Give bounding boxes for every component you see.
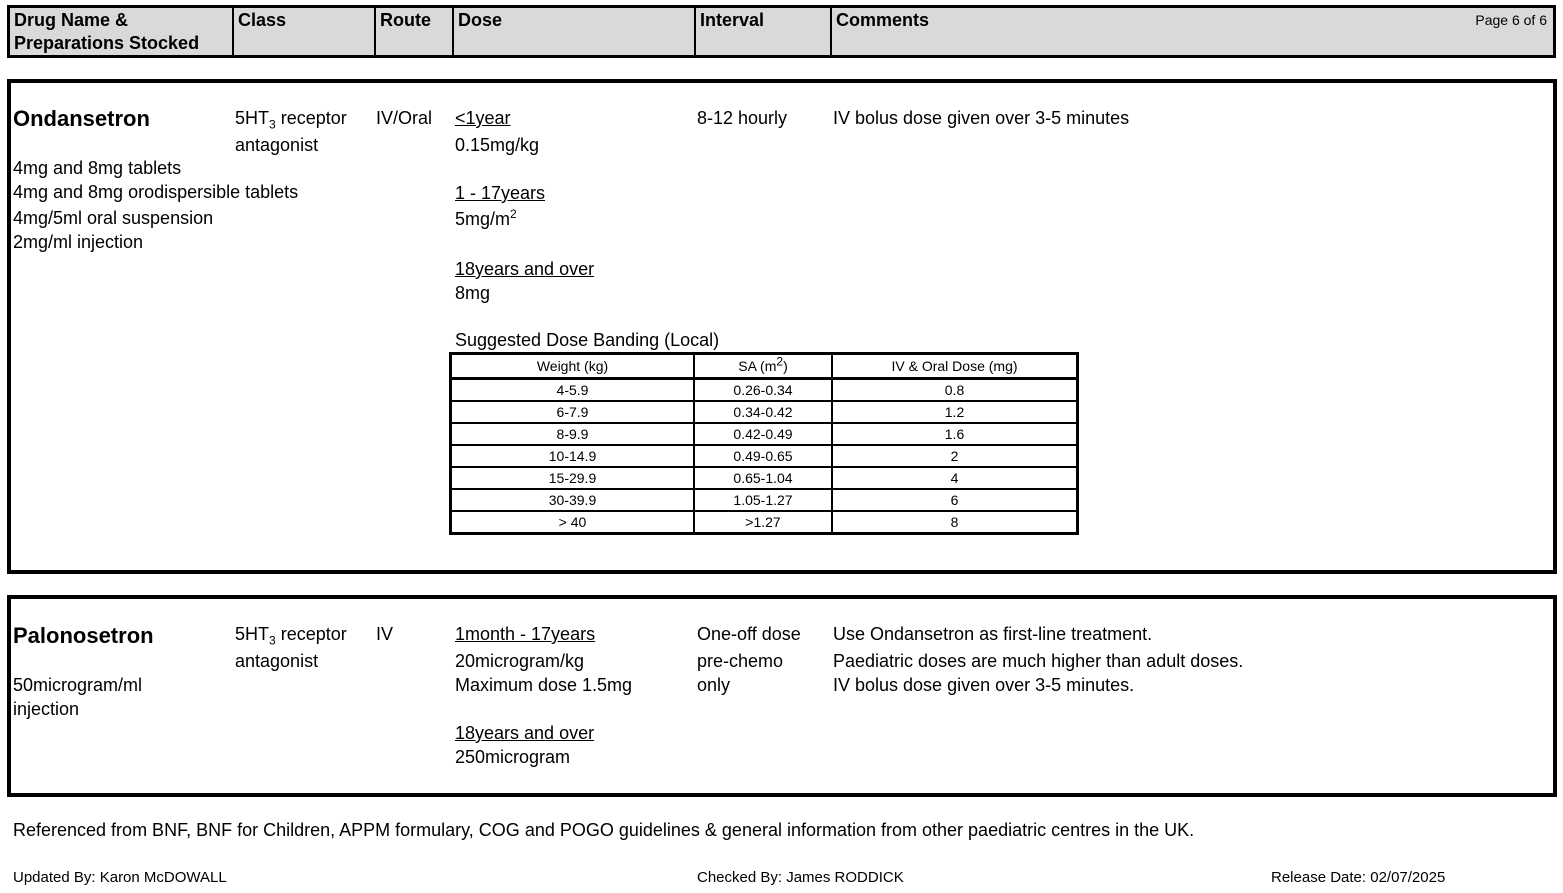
reference-note: Referenced from BNF, BNF for Children, APPM formulary, COG and POGO guidelines & general information from other paediatric centres in the UK.: [13, 820, 1195, 840]
header-class: Class: [234, 8, 376, 55]
table-row: [451, 489, 1078, 511]
header-route: Route: [376, 8, 454, 55]
col-weight: Weight (kg): [451, 354, 695, 379]
cell-sa: >1.27: [694, 511, 832, 534]
page-number: Page 6 of 6: [1475, 12, 1547, 28]
dose-value: 8mg: [455, 283, 491, 303]
header-drug-line2: Preparations Stocked: [14, 33, 200, 53]
header-comments: Comments: [836, 10, 930, 30]
prep-item: 2mg/ml injection: [13, 232, 144, 252]
table-row: [451, 445, 1078, 467]
header-dose: Dose: [454, 8, 696, 55]
cell-sa: 0.34-0.42: [694, 401, 832, 423]
cell-weight: 15-29.9: [451, 467, 695, 489]
prep-item: 4mg and 8mg orodispersible tablets: [13, 182, 299, 202]
prep-item: injection: [13, 699, 80, 719]
cell-dose: 2: [832, 445, 1078, 467]
dose-superscript: 2: [510, 207, 517, 221]
dose-age-label: 1 - 17years: [455, 183, 546, 203]
cell-weight: 4-5.9: [451, 379, 695, 402]
ondansetron-class: [235, 106, 347, 157]
cell-sa: 0.26-0.34: [694, 379, 832, 402]
interval-line: One-off dose: [697, 624, 801, 644]
class-text: receptor: [275, 108, 347, 128]
col-sa: [694, 354, 832, 379]
table-header: [7, 5, 1556, 58]
ondansetron-name: Ondansetron: [13, 106, 150, 131]
ondansetron-preparations: [13, 156, 298, 254]
col-sa-text: ): [783, 358, 788, 374]
banding-title: Suggested Dose Banding (Local): [455, 330, 720, 350]
cell-weight: 10-14.9: [451, 445, 695, 467]
col-dose: IV & Oral Dose (mg): [832, 354, 1078, 379]
ondansetron-dose: [455, 106, 594, 305]
class-text: 5HT: [235, 108, 270, 128]
palonosetron-dose: [455, 622, 632, 769]
palonosetron-class: [235, 622, 347, 673]
dose-value: 250microgram: [455, 747, 571, 767]
class-subscript: 3: [269, 117, 276, 132]
table-row: [451, 423, 1078, 445]
class-text: 5HT: [235, 624, 270, 644]
comment-line: IV bolus dose given over 3-5 minutes.: [833, 675, 1135, 695]
dose-value: 20microgram/kg: [455, 651, 585, 671]
palonosetron-name: Palonosetron: [13, 623, 154, 648]
dose-value: Maximum dose 1.5mg: [455, 675, 633, 695]
cell-dose: 8: [832, 511, 1078, 534]
palonosetron-comments: [833, 622, 1243, 697]
cell-weight: > 40: [451, 511, 695, 534]
cell-sa: 0.49-0.65: [694, 445, 832, 467]
ondansetron-route: IV/Oral: [376, 108, 433, 128]
cell-weight: 8-9.9: [451, 423, 695, 445]
ondansetron-interval: 8-12 hourly: [697, 108, 788, 128]
class-subscript: 3: [269, 633, 276, 648]
table-row: [451, 467, 1078, 489]
header-drug-line1: Drug Name &: [14, 10, 129, 30]
cell-dose: 0.8: [832, 379, 1078, 402]
table-header-row: [451, 354, 1078, 379]
cell-dose: 6: [832, 489, 1078, 511]
interval-line: only: [697, 675, 731, 695]
header-interval: Interval: [696, 8, 832, 55]
class-text: antagonist: [235, 651, 319, 671]
dose-value: 0.15mg/kg: [455, 135, 540, 155]
dose-age-label: 18years and over: [455, 259, 595, 279]
cell-sa: 0.42-0.49: [694, 423, 832, 445]
dose-age-label: 1month - 17years: [455, 624, 596, 644]
updated-by: Updated By: Karon McDOWALL: [13, 869, 227, 886]
dose-age-label: 18years and over: [455, 723, 595, 743]
prep-item: 50microgram/ml: [13, 675, 143, 695]
table-row: [451, 401, 1078, 423]
palonosetron-preparations: [13, 673, 142, 721]
comment-line: Paediatric doses are much higher than adult doses.: [833, 651, 1244, 671]
cell-dose: 1.6: [832, 423, 1078, 445]
cell-weight: 30-39.9: [451, 489, 695, 511]
table-row: [451, 511, 1078, 534]
dose-value: 5mg/m: [455, 209, 511, 229]
palonosetron-route: IV: [376, 624, 394, 644]
cell-dose: 1.2: [832, 401, 1078, 423]
checked-by: Checked By: James RODDICK: [697, 869, 904, 886]
cell-dose: 4: [832, 467, 1078, 489]
cell-sa: 1.05-1.27: [694, 489, 832, 511]
dose-banding-table: [449, 352, 1079, 535]
ondansetron-comments: IV bolus dose given over 3-5 minutes: [833, 108, 1130, 128]
comment-line: Use Ondansetron as first-line treatment.: [833, 624, 1153, 644]
dose-age-label: <1year: [455, 108, 511, 128]
table-row: [451, 379, 1078, 402]
class-text: antagonist: [235, 135, 319, 155]
header-drug-name: [10, 8, 234, 55]
interval-line: pre-chemo: [697, 651, 784, 671]
release-date: Release Date: 02/07/2025: [1271, 869, 1446, 886]
prep-item: 4mg/5ml oral suspension: [13, 208, 214, 228]
palonosetron-interval: [697, 622, 801, 697]
col-sa-text: SA (m: [738, 358, 777, 374]
prep-item: 4mg and 8mg tablets: [13, 158, 182, 178]
cell-weight: 6-7.9: [451, 401, 695, 423]
col-sa-sup: 2: [776, 354, 784, 369]
class-text: receptor: [275, 624, 347, 644]
cell-sa: 0.65-1.04: [694, 467, 832, 489]
